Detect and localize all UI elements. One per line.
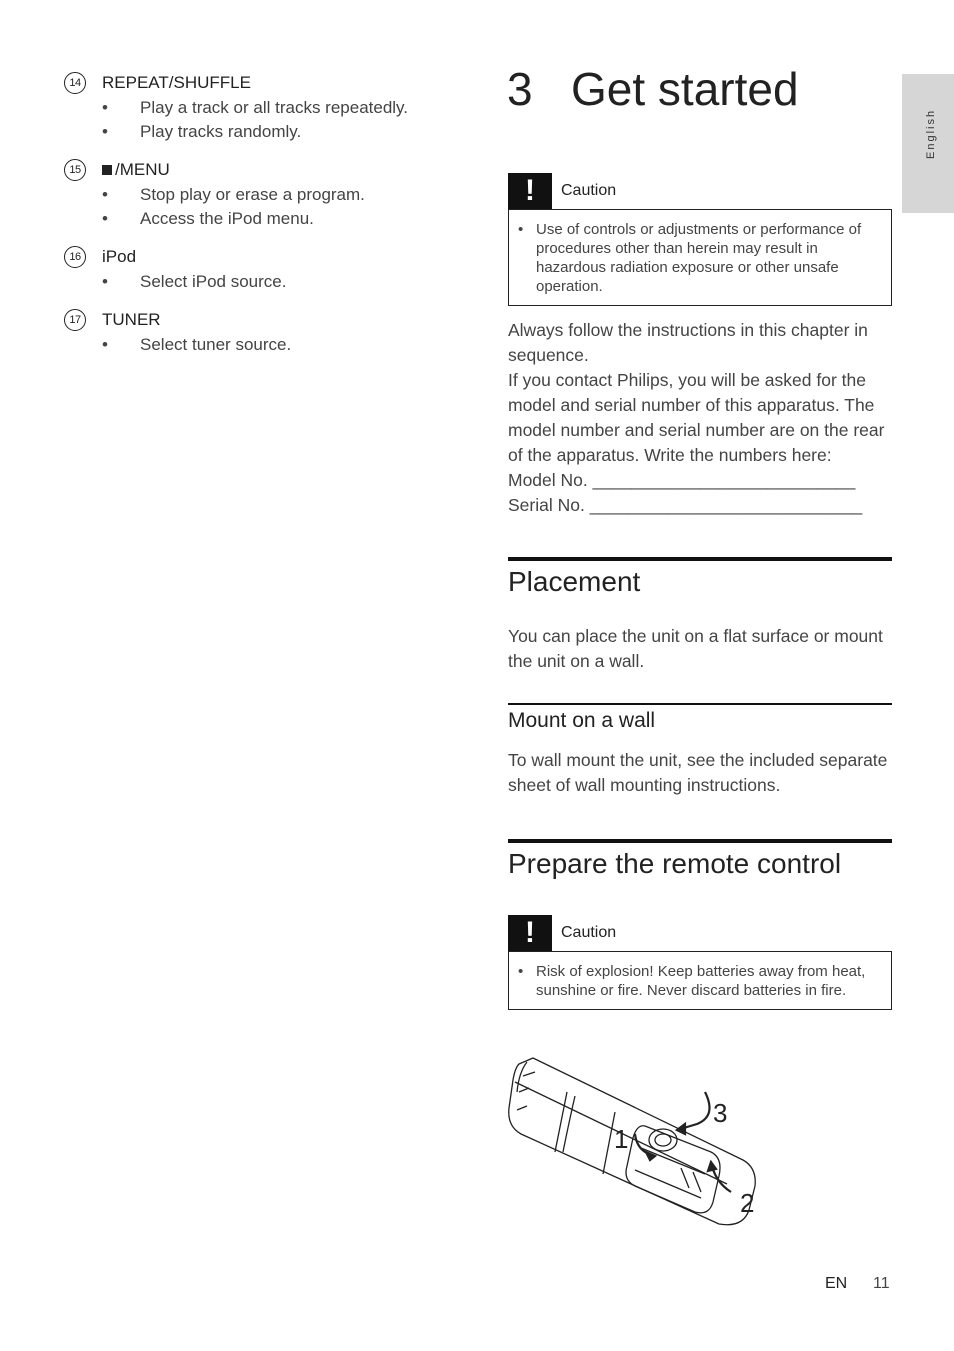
caution-body	[508, 209, 892, 306]
caution-body	[508, 951, 892, 1010]
bullet-dot: •	[102, 122, 108, 141]
item-label: iPod	[102, 247, 137, 266]
item-head	[64, 72, 464, 96]
item-number: 16	[64, 246, 86, 268]
remote-control-illustration	[505, 1052, 765, 1232]
item-label: REPEAT/SHUFFLE	[102, 73, 251, 92]
mount-text: To wall mount the unit, see the included separate sheet of wall mounting instructions.	[508, 750, 888, 795]
step-label-3: 3	[713, 1098, 728, 1128]
footer-language: EN	[825, 1275, 848, 1292]
bullet-dot: •	[102, 98, 108, 117]
remote-heading: Prepare the remote control	[508, 848, 842, 879]
step-label-1: 1	[614, 1124, 629, 1154]
caution-title: Caution	[561, 924, 617, 941]
bullet-dot: •	[102, 209, 108, 228]
bullet-list	[64, 183, 464, 231]
item-head	[64, 159, 464, 183]
item-repeat-shuffle	[64, 72, 464, 144]
list-item: • Select iPod source.	[64, 270, 464, 294]
caution-header	[508, 915, 892, 951]
item-number: 15	[64, 159, 86, 181]
step-label-2: 2	[740, 1188, 755, 1218]
placement-text: You can place the unit on a flat surface or mount the unit on a wall.	[508, 626, 883, 671]
item-head	[64, 309, 464, 333]
intro-line: If you contact Philips, you will be asked for the model and serial number of this apparatus. The model number and serial number are on the rear of the apparatus. Write the numbers here:	[508, 370, 885, 465]
list-item: • Stop play or erase a program.	[64, 183, 464, 207]
list-item: • Play tracks randomly.	[64, 120, 464, 144]
item-number: 14	[64, 72, 86, 94]
item-label: TUNER	[102, 310, 161, 329]
bullet-dot: •	[518, 221, 524, 238]
list-item: • Access the iPod menu.	[64, 207, 464, 231]
bullet-dot: •	[102, 335, 108, 354]
exclamation-icon: !	[508, 173, 552, 209]
list-item: • Play a track or all tracks repeatedly.	[64, 96, 464, 120]
subsection-rule	[508, 703, 892, 705]
caution-header	[508, 173, 892, 209]
serial-number-line: Serial No. ____________________________	[508, 495, 863, 515]
caution-text: Use of controls or adjustments or performance of procedures other than herein may result in hazardous radiation exposure or other unsafe operation.	[536, 221, 862, 295]
model-number-line: Model No. ___________________________	[508, 470, 856, 490]
caution-title: Caution	[561, 182, 617, 199]
bullet-dot: •	[102, 185, 108, 204]
item-ipod	[64, 246, 464, 294]
bullet-dot: •	[518, 963, 524, 980]
item-stop-menu	[64, 159, 464, 231]
item-tuner	[64, 309, 464, 357]
section-rule	[508, 839, 892, 843]
language-label: English	[925, 108, 937, 159]
mount-heading: Mount on a wall	[508, 709, 656, 732]
caution-box-radiation	[508, 173, 892, 306]
page-number: 11	[873, 1275, 890, 1292]
bullet-list	[64, 333, 464, 357]
intro-line: Always follow the instructions in this chapter in sequence.	[508, 320, 868, 365]
intro-text	[508, 318, 894, 518]
list-item: • Select tuner source.	[64, 333, 464, 357]
bullet-dot: •	[102, 272, 108, 291]
chapter-title-text: Get started	[571, 63, 799, 115]
item-label: /MENU	[102, 160, 170, 180]
bullet-list	[64, 270, 464, 294]
chapter-number: 3	[507, 63, 533, 115]
exclamation-icon: !	[508, 915, 552, 951]
item-head	[64, 246, 464, 270]
section-rule	[508, 557, 892, 561]
stop-icon	[102, 165, 112, 175]
chapter-title	[507, 62, 799, 116]
item-number: 17	[64, 309, 86, 331]
caution-text: Risk of explosion! Keep batteries away from heat, sunshine or fire. Never discard batteries in fire.	[536, 963, 866, 999]
caution-box-battery	[508, 915, 892, 1010]
language-tab	[902, 74, 954, 213]
bullet-list	[64, 96, 464, 144]
placement-heading: Placement	[508, 566, 641, 597]
